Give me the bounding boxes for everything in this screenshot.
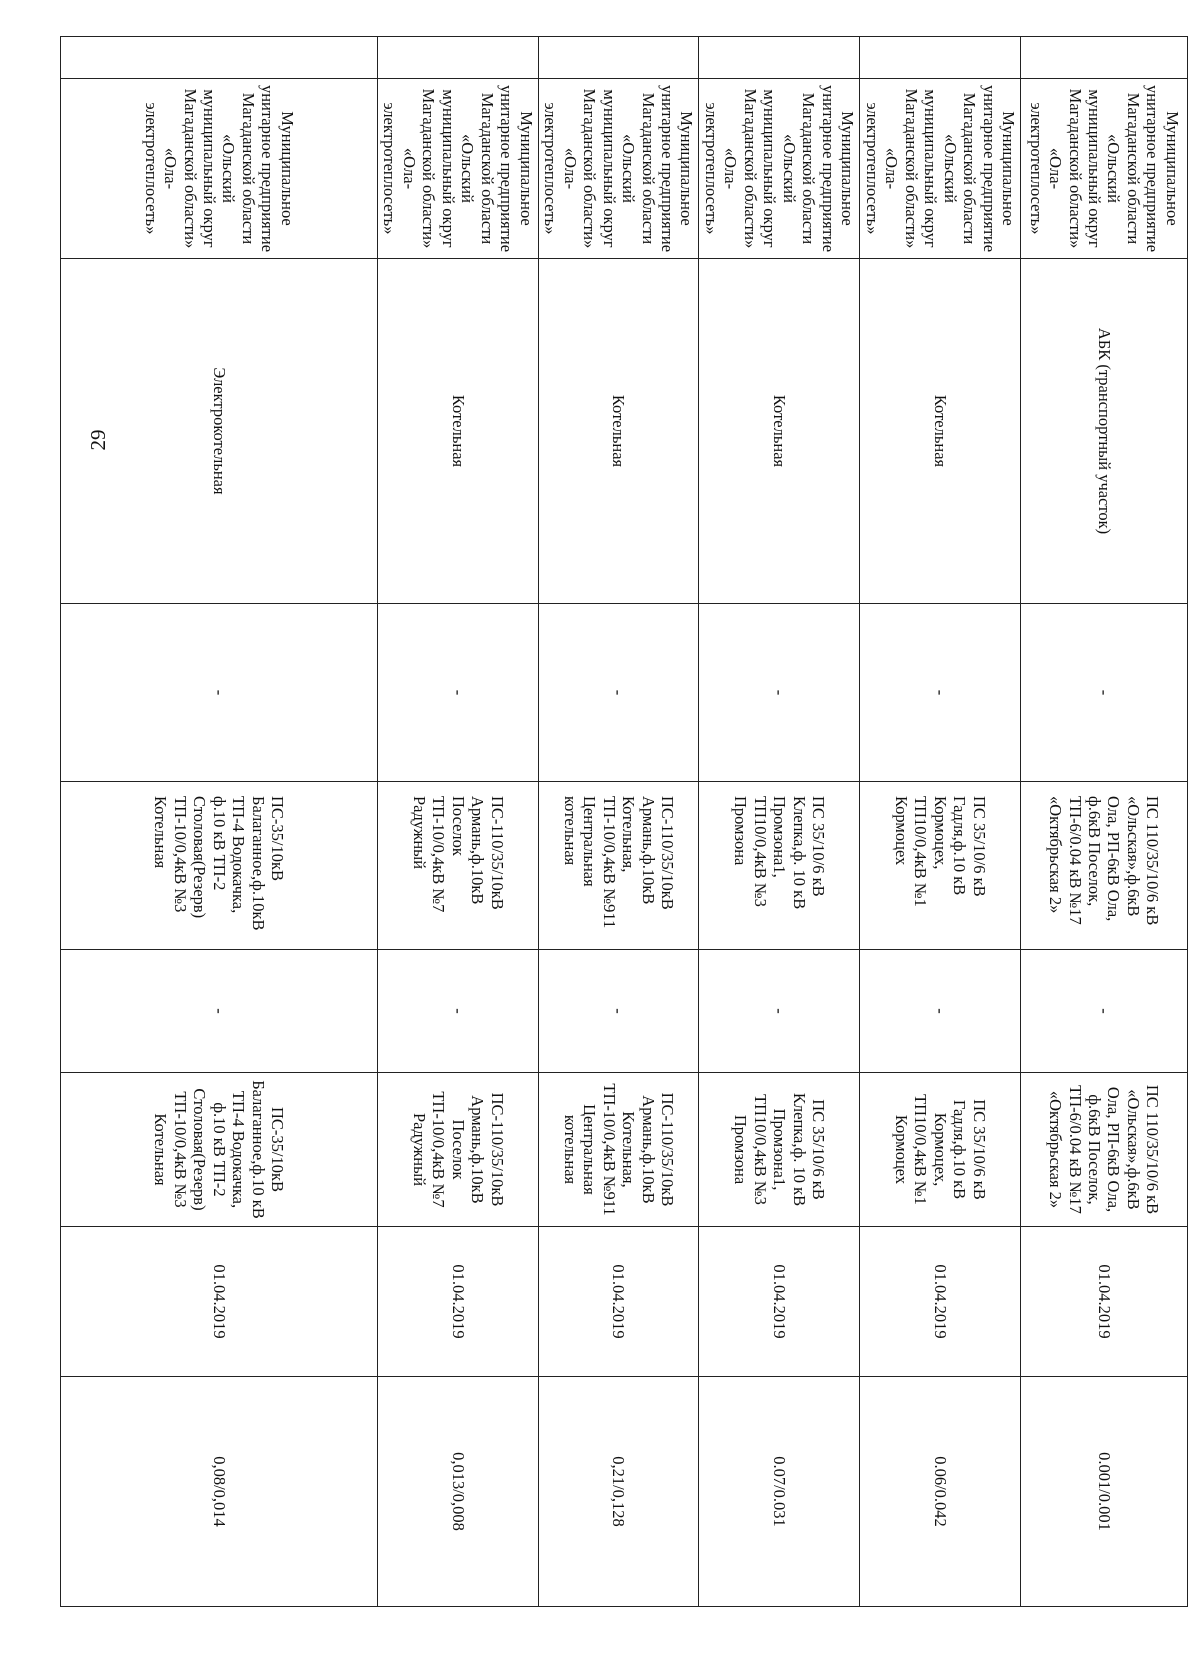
- date-cell: 01.04.2019: [860, 1227, 1021, 1377]
- organization-cell: Муниципальное унитарное предприятие Магаданской области «Ольский муниципальный округ Магаданской области» «Ола-электротеплосеть»: [860, 79, 1021, 259]
- object-cell: АБК (транспортный участок): [1021, 259, 1188, 604]
- supply-point-cell: ПС 110/35/10/6 кВ «Ольская»,ф.6кВ Ола, РП-6кВ Ола, ф.6кВ Поселок, ТП-6/0.04 кВ №17 «Октябрьская 2»: [1021, 782, 1188, 950]
- power-cell: 0.001/0.001: [1021, 1377, 1188, 1607]
- supply-point-2-cell: ПС-110/35/10кВ Армань,ф.10кВ Котельная, ТП-10/0,4кВ №911 Центральная котельная: [538, 1073, 699, 1227]
- rotated-table-wrapper: [122, 36, 1188, 1606]
- dash-cell: -: [699, 950, 860, 1073]
- row-number-cell: [699, 37, 860, 79]
- organization-cell: Муниципальное унитарное предприятие Магаданской области «Ольский муниципальный округ Магаданской области» «Ола-электротеплосеть»: [538, 79, 699, 259]
- object-cell: Котельная: [860, 259, 1021, 604]
- supply-point-cell: ПС 35/10/6 кВ Клепка,ф. 10 кВ Промзона1, ТП10/0,4кВ №3 Промзона: [699, 782, 860, 950]
- power-cell: 0,08/0,014: [61, 1377, 378, 1607]
- dash-cell: -: [538, 950, 699, 1073]
- row-number-cell: [860, 37, 1021, 79]
- dash-cell: -: [860, 604, 1021, 782]
- dash-cell: -: [61, 604, 378, 782]
- row-number-cell: [378, 37, 539, 79]
- row-number-cell: [1021, 37, 1188, 79]
- object-cell: Электрокотельная: [61, 259, 378, 604]
- date-cell: 01.04.2019: [538, 1227, 699, 1377]
- dash-cell: -: [538, 604, 699, 782]
- power-cell: 0.06/0.042: [860, 1377, 1021, 1607]
- supply-point-2-cell: ПС 35/10/6 кВ Гадля,ф.10 кВ Кормоцех, ТП10/0,4кВ №1 Кормоцех: [860, 1073, 1021, 1227]
- object-cell: Котельная: [538, 259, 699, 604]
- date-cell: 01.04.2019: [699, 1227, 860, 1377]
- supply-point-2-cell: ПС 35/10/6 кВ Клепка,ф. 10 кВ Промзона1, ТП10/0,4кВ №3 Промзона: [699, 1073, 860, 1227]
- organization-cell: Муниципальное унитарное предприятие Магаданской области «Ольский муниципальный округ Магаданской области» «Ола-электротеплосеть»: [699, 79, 860, 259]
- date-cell: 01.04.2019: [1021, 1227, 1188, 1377]
- dash-cell: -: [699, 604, 860, 782]
- supply-point-2-cell: ПС 110/35/10/6 кВ «Ольская»,ф.6кВ Ола, РП-6кВ Ола, ф.6кВ Поселок, ТП-6/0.04 кВ №17 «Октябрьская 2»: [1021, 1073, 1188, 1227]
- table-row: [538, 37, 699, 1607]
- power-cell: 0.07/0.031: [699, 1377, 860, 1607]
- organization-cell: Муниципальное унитарное предприятие Магаданской области «Ольский муниципальный округ Магаданской области» «Ола-электротеплосеть»: [61, 79, 378, 259]
- organization-cell: Муниципальное унитарное предприятие Магаданской области «Ольский муниципальный округ Магаданской области» «Ола-электротеплосеть»: [1021, 79, 1188, 259]
- date-cell: 01.04.2019: [61, 1227, 378, 1377]
- power-cell: 0,21/0,128: [538, 1377, 699, 1607]
- supply-point-2-cell: ПС-110/35/10кВ Армань,ф.10кВ Поселок ТП-10/0,4кВ №7 Радужный: [378, 1073, 539, 1227]
- supply-point-cell: ПС-35/10кВ Балаганное,ф.10кВ ТП-4 Водокачка, ф.10 кВ ТП-2 Столовая(Резерв) ТП-10/0,4кВ №3 Котельная: [61, 782, 378, 950]
- dash-cell: -: [378, 950, 539, 1073]
- table-row: [860, 37, 1021, 1607]
- object-cell: Котельная: [699, 259, 860, 604]
- supply-point-cell: ПС 35/10/6 кВ Гадля,ф.10 кВ Кормоцех, ТП10/0,4кВ №1 Кормоцех: [860, 782, 1021, 950]
- table-row: [699, 37, 860, 1607]
- row-number-cell: [61, 37, 378, 79]
- supply-point-2-cell: ПС-35/10кВ Балаганное,ф.10 кВ ТП-4 Водокачка, ф.10 кВ ТП-2 Столовая(Резерв) ТП-10/0,4кВ №3 Котельная: [61, 1073, 378, 1227]
- supply-point-cell: ПС-110/35/10кВ Армань,ф.10кВ Поселок ТП-10/0,4кВ №7 Радужный: [378, 782, 539, 950]
- row-number-cell: [538, 37, 699, 79]
- page-number: 29: [86, 429, 110, 451]
- table-row: [1021, 37, 1188, 1607]
- connections-table: [60, 36, 1188, 1607]
- dash-cell: -: [860, 950, 1021, 1073]
- dash-cell: -: [1021, 604, 1188, 782]
- organization-cell: Муниципальное унитарное предприятие Магаданской области «Ольский муниципальный округ Магаданской области» «Ола-электротеплосеть»: [378, 79, 539, 259]
- dash-cell: -: [61, 950, 378, 1073]
- dash-cell: -: [378, 604, 539, 782]
- table-row: [378, 37, 539, 1607]
- object-cell: Котельная: [378, 259, 539, 604]
- supply-point-cell: ПС-110/35/10кВ Армань,ф.10кВ Котельная, ТП-10/0,4кВ №911 Центральная котельная: [538, 782, 699, 950]
- date-cell: 01.04.2019: [378, 1227, 539, 1377]
- table-row: [61, 37, 378, 1607]
- power-cell: 0,013/0,008: [378, 1377, 539, 1607]
- dash-cell: -: [1021, 950, 1188, 1073]
